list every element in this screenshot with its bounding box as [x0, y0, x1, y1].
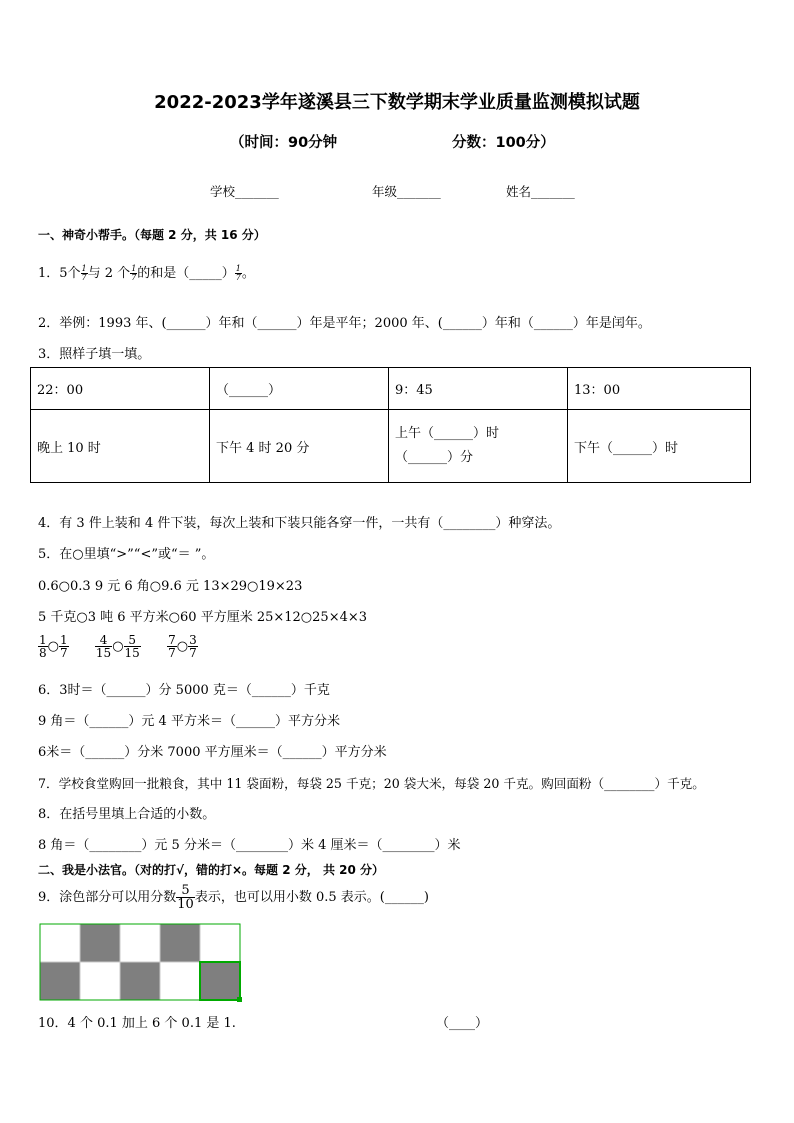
question-6-row-2: 9 角＝（______）元 4 平方米＝（______）平方分米: [38, 714, 340, 729]
table-cell: 9：45: [389, 368, 568, 410]
question-6-row-1: 6．3时＝（______）分 5000 克＝（______）千克: [38, 683, 330, 698]
q8-row: 8 角＝（________）元 5 分米＝（________）米 4 厘米＝（________）米: [38, 838, 461, 853]
q9-text-a: 9．涂色部分可以用分数: [38, 890, 177, 905]
exam-score: 分数：100分）: [452, 135, 555, 151]
table-row: [31, 410, 751, 483]
fraction: [124, 634, 141, 659]
q1-text-c: 的和是（_____）: [137, 266, 235, 281]
denominator: 7: [235, 273, 241, 282]
empty-cell: [120, 924, 160, 962]
shaded-cell: [200, 962, 240, 1000]
empty-cell: [40, 924, 80, 962]
question-6-row-3: 6米＝（______）分米 7000 平方厘米＝（______）平方分米: [38, 745, 387, 760]
compare-circle: ○: [112, 639, 124, 654]
numerator: 1: [235, 264, 241, 273]
cell-line: （______）分: [395, 450, 474, 465]
table-cell: 晚上 10 时: [31, 410, 210, 483]
question-2: 2．举例：1993 年、(______）年和（______）年是平年；2000 年、(______）年和（______）年是闰年。: [38, 316, 651, 331]
fraction: [81, 265, 88, 282]
grade-field: 年级_______: [372, 184, 441, 199]
q1-text-a: 1．5个: [38, 266, 81, 281]
empty-cell: [80, 962, 120, 1000]
denominator: 7: [131, 273, 137, 282]
q5-row-2: 5 千克○3 吨 6 平方米○60 平方厘米 25×12○25×4×3: [38, 610, 368, 625]
numerator: 5: [124, 634, 141, 647]
q5-row-1: 0.6○0.3 9 元 6 角○9.6 元 13×29○19×23: [38, 579, 303, 594]
shaded-cell: [160, 924, 200, 962]
table-cell: 22：00: [31, 368, 210, 410]
fraction: [167, 634, 177, 659]
denominator: 15: [124, 646, 140, 660]
fraction: [95, 634, 112, 659]
denominator: 7: [81, 273, 87, 282]
empty-cell: [160, 962, 200, 1000]
fraction: [59, 634, 69, 659]
numerator: 1: [39, 633, 47, 647]
denominator: 7: [189, 646, 197, 660]
q1-text-b: 与 2 个: [87, 266, 131, 281]
numerator: 4: [95, 634, 112, 647]
question-4: 4．有 3 件上装和 4 件下装，每次上装和下装只能各穿一件，一共有（________）种穿法。: [38, 516, 561, 531]
school-field: 学校_______: [210, 184, 279, 199]
question-9: [38, 884, 429, 911]
question-1: [38, 262, 255, 282]
q5-row-3: [38, 634, 198, 659]
table-row: [31, 368, 751, 410]
numerator: 5: [176, 884, 195, 898]
resize-handle: [237, 997, 242, 1002]
example-table: [30, 367, 751, 483]
question-10: 10．4 个 0.1 加上 6 个 0.1 是 1.: [38, 1016, 236, 1031]
question-8: 8．在括号里填上合适的小数。: [38, 807, 216, 822]
denominator: 15: [95, 646, 112, 660]
empty-cell: [200, 924, 240, 962]
compare-circle: ○: [176, 639, 189, 654]
name-field: 姓名_______: [506, 184, 575, 199]
fraction: [38, 634, 48, 659]
table-cell: 下午 4 时 20 分: [210, 410, 389, 483]
denominator: 7: [59, 646, 68, 660]
denominator: 10: [177, 897, 194, 912]
denominator: 8: [39, 646, 47, 660]
question-3: 3．照样子填一填。: [38, 347, 151, 362]
numerator: 1: [59, 633, 68, 647]
fraction: [188, 634, 198, 659]
q9-text-b: 表示，也可以用小数 0.5 表示。(______): [194, 890, 429, 905]
q1-text-d: 。: [241, 266, 255, 281]
fraction: [176, 884, 195, 911]
shaded-cell: [120, 962, 160, 1000]
section-1-title: 一、神奇小帮手。（每题 2 分，共 16 分）: [38, 228, 266, 242]
cell-line: 上午（______）时: [395, 426, 500, 441]
denominator: 7: [168, 646, 176, 660]
shaded-cell: [80, 924, 120, 962]
numerator: 1: [131, 264, 137, 273]
exam-time: （时间：90分钟: [230, 135, 338, 151]
q10-answer-blank: （____）: [436, 1016, 489, 1031]
question-7: 7．学校食堂购回一批粮食，其中 11 袋面粉，每袋 25 千克；20 袋大米，每袋 20 千克。购回面粉（________）千克。: [38, 776, 705, 791]
shaded-cell: [40, 962, 80, 1000]
table-cell: 下午（______）时: [568, 410, 751, 483]
table-cell: [389, 410, 568, 483]
numerator: 3: [189, 633, 197, 647]
page-title: 2022-2023学年遂溪县三下数学期末学业质量监测模拟试题: [154, 92, 640, 113]
shaded-grid: [38, 922, 243, 1002]
numerator: 7: [168, 633, 176, 647]
numerator: 1: [81, 264, 87, 273]
compare-circle: ○: [47, 639, 59, 654]
section-2-title: 二、我是小法官。（对的打√，错的打×。每题 2 分， 共 20 分）: [38, 863, 384, 877]
table-cell: 13：00: [568, 368, 751, 410]
table-cell: （______）: [210, 368, 389, 410]
question-5: 5．在○里填“>”“<”或“＝ ”。: [38, 547, 215, 562]
fraction: [235, 265, 242, 282]
